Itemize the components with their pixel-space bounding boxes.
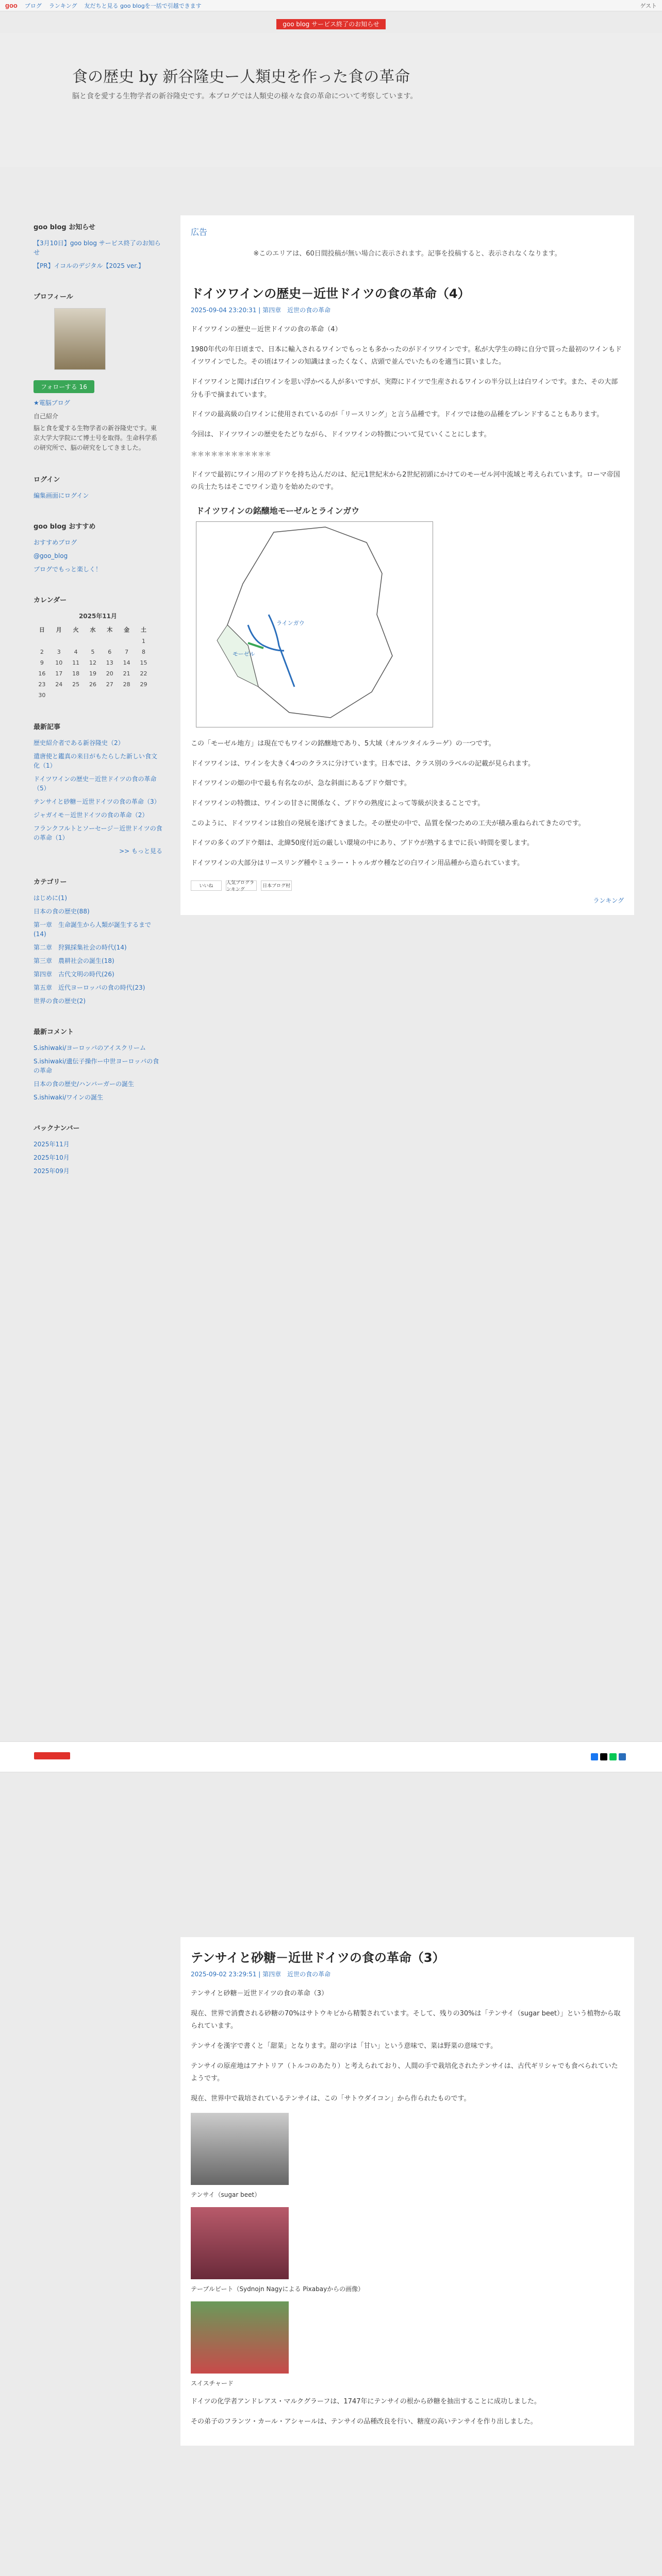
paragraph: テンサイと砂糖－近世ドイツの食の革命（3） [191,1990,328,1997]
blog-header [0,33,662,167]
calendar-day-header: 日 [39,626,45,633]
paragraph: ドイツワインの畑の中で最も有名なのが、急な斜面にあるブドウ畑です。 [191,779,411,788]
calendar-day-header: 水 [90,626,96,633]
profile-link[interactable]: ★電脳ブログ [34,399,70,406]
post-body [191,324,624,494]
post2-body [191,1988,624,2106]
recent-post-link[interactable]: テンサイと砂糖－近世ドイツの食の革命（3） [34,798,160,805]
paragraph: 1980年代の年日頃まで、日本に輸入されるワインでもっとも多かったのがドイツワインです。私が大学生の時に自分で買った最初のワインもドイツワインでした。その頃はワインの知識はまったくなく、店頭で並んでいたものを適当に買いました。 [191,345,622,366]
recent-post-link[interactable]: ドイツワインの歴史－近世ドイツの食の革命（5） [34,775,157,792]
recent-post-link[interactable]: フランクフルトとソーセージ－近世ドイツの食の革命（1） [34,824,162,841]
category-heading: カテゴリー [34,878,67,886]
paragraph: テンサイを漢字で書くと「甜菜」となります。甜の字は「甘い」という意味で、菜は野菜の意味です。 [191,2042,498,2050]
calendar-date[interactable]: 19 [89,670,96,677]
sugar-beet-image [191,2113,289,2185]
recommend-link[interactable]: おすすめブログ [34,538,77,546]
calendar-date[interactable]: 3 [57,648,61,655]
calendar-date[interactable]: 4 [74,648,78,655]
paragraph: 現在、世界で消費される砂糖の70%はサトウキビから精製されています。そして、残りの30%は「テンサイ（sugar beet）」という植物から取られています。 [191,2009,621,2030]
caption: テーブルビート（Sydnojn Nagyによる Pixabayからの画像） [191,2285,365,2293]
profile-image[interactable] [54,308,106,370]
like-button[interactable]: いいね [191,880,222,891]
calendar-date[interactable] [51,690,68,701]
category-link[interactable]: 世界の食の歴史(2) [34,997,86,1005]
info-link[interactable]: 【3月10日】goo blog サービス終了のお知らせ [34,240,161,256]
calendar-day-header: 金 [124,626,130,633]
germany-map [196,521,433,727]
recommend-heading: goo blog おすすめ [34,522,96,531]
calendar-date[interactable]: 21 [123,670,130,677]
paragraph: ドイツワインの特徴は、ワインの甘さに関係なく、ブドウの熟度によって等級が決まることです。 [191,799,485,807]
ad-note: ※このエリアは、60日間投稿が無い場合に表示されます。記事を投稿すると、表示されなくなります。 [253,250,561,258]
post-title[interactable]: ドイツワインの歴史－近世ドイツの食の革命（4） [191,286,470,301]
category-link[interactable]: 第二章 狩猟採集社会の時代(14) [34,943,127,951]
calendar-date[interactable] [85,636,102,647]
second-article [180,1937,634,2446]
recommend-link[interactable]: @goo_blog [34,552,68,560]
follow-button[interactable]: フォローする 16 [34,380,94,393]
calendar-date[interactable] [85,690,102,701]
calendar-date[interactable]: 28 [123,681,130,688]
table-beet-image [191,2207,289,2279]
paragraph: ドイツワインと聞けば白ワインを思い浮かべる人が多いですが、実際にドイツで生産されるワインの半分以上は白ワインです。また、その大部分も手で摘まれています。 [191,378,618,399]
calendar-date[interactable]: 2 [40,648,44,655]
comment-heading: 最新コメント [34,1028,74,1036]
recent-heading: 最新記事 [34,723,61,731]
post-body-continued [191,738,624,870]
paragraph: この「モーゼル地方」は現在でもワインの銘醸地であり、5大域（オルツタイルラーゲ）の一つです。 [191,739,495,748]
nav-ranking[interactable]: ランキング [48,2,77,9]
calendar-date[interactable]: 5 [91,648,95,655]
line-icon[interactable] [609,1753,617,1760]
backnumber-link[interactable]: 2025年09月 [34,1167,70,1175]
paragraph: 今回は、ドイツワインの歴史をたどりながら、ドイツワインの特徴について見ていくことにします。 [191,431,491,439]
recommend-link[interactable]: ブログでもっと楽しく！ [34,565,102,573]
paragraph: その弟子のフランツ・カール・アシャールは、テンサイの品種改良を行い、糖度の高いテンサイを作り出しました。 [191,2417,537,2426]
post2-meta[interactable]: 2025-09-02 23:29:51 | 第四章 近世の食の革命 [191,1971,331,1978]
swiss-chard-image [191,2301,289,2374]
paragraph: ドイツの最高級の白ワインに使用されているのが「リースリング」と言う品種です。ドイツでは他の品種をブレンドすることもあります。 [191,411,604,419]
calendar-date[interactable]: 26 [89,681,96,688]
germany-outline [227,527,392,718]
calendar-date[interactable]: 27 [106,681,113,688]
calendar-date[interactable]: 20 [106,670,113,677]
calendar-date[interactable]: 24 [55,681,63,688]
goo-badge[interactable] [34,1752,70,1759]
calendar-date[interactable]: 11 [72,659,80,666]
calendar-date[interactable]: 25 [72,681,80,688]
calendar-date[interactable]: 10 [55,659,63,666]
paragraph: テンサイの原産地はアナトリア（トルコのあたり）と考えられており、人間の手で栽培化されたテンサイは、古代ギリシャでも食べられていたようです。 [191,2062,618,2083]
comment-link[interactable]: S.ishiwaki/ヨーロッパのアイスクリーム [34,1044,146,1052]
calendar-date[interactable]: 14 [123,659,130,666]
calendar-day-header: 土 [141,626,147,633]
paragraph: ドイツの多くのブドウ畑は、北緯50度付近の厳しい環境の中にあり、ブドウが熟するまでに長い時間を要します。 [191,839,534,848]
login-heading: ログイン [34,476,60,484]
share-band [0,1741,662,1772]
comment-link[interactable]: S.ishiwaki/ワインの誕生 [34,1093,104,1101]
calendar-date[interactable] [34,636,51,647]
info-link[interactable]: 【PR】イコルのデジタル【2025 ver.】 [34,262,144,269]
blogmura-button[interactable]: 日本ブログ村 [261,880,292,891]
category-link[interactable]: 第三章 農耕社会の誕生(18) [34,957,114,964]
recent-more-link[interactable]: >> もっと見る [119,847,162,855]
caption: テンサイ（sugar beet） [191,2191,261,2198]
paragraph: ドイツの化学者アンドレアス・マルクグラーフは、1747年にテンサイの根から砂糖を抽出することに成功しました。 [191,2397,541,2405]
social-icons [591,1753,626,1760]
backnumber-link[interactable]: 2025年10月 [34,1154,70,1161]
post2-body-end [191,2396,624,2428]
calendar-date[interactable] [101,636,118,647]
calendar-date[interactable]: 29 [140,681,147,688]
login-link[interactable]: 編集画面にログイン [34,492,89,499]
calendar-day-header: 木 [107,626,113,633]
post2-title[interactable]: テンサイと砂糖－近世ドイツの食の革命（3） [191,1951,445,1965]
calendar-title: 2025年11月 [78,612,118,620]
calendar [34,623,152,701]
calendar-date[interactable] [68,690,85,701]
calendar-date[interactable]: 23 [38,681,46,688]
caption: スイスチャード [191,2379,234,2387]
calendar-date[interactable] [135,690,152,701]
category-link[interactable]: はじめに(1) [34,894,67,902]
post-meta[interactable]: 2025-09-04 23:20:31 | 第四章 近世の食の革命 [191,307,331,314]
map-label-mosel: モーゼル [233,650,255,657]
category-link[interactable]: 第五章 近代ヨーロッパの食の時代(23) [34,984,145,991]
calendar-date[interactable]: 17 [55,670,63,677]
recent-post-link[interactable]: ジャガイモ－近世ドイツの食の革命（2） [34,811,148,819]
calendar-heading: カレンダー [34,596,67,604]
backnumber-heading: バックナンバー [34,1124,80,1132]
guest-label: ゲスト [640,2,657,9]
backnumber-link[interactable]: 2025年11月 [34,1140,70,1148]
paragraph: 現在、世界中で栽培されているテンサイは、この「サトウダイコン」から作られたものです。 [191,2095,471,2103]
share-buttons [191,880,624,891]
paragraph: このように、ドイツワインは独自の発展を遂げてきました。その歴史の中で、品質を保つための工夫が積み重ねられてきたのです。 [191,819,585,827]
top-nav-bar [0,0,662,11]
germany-map-svg [196,522,433,727]
category-link[interactable]: 第四章 古代文明の時代(26) [34,970,114,978]
hatena-icon[interactable] [619,1753,626,1760]
info-heading: goo blog お知らせ [34,224,95,231]
comment-link[interactable]: 日本の食の歴史/ハンバーガーの誕生 [34,1080,134,1088]
calendar-date[interactable] [68,636,85,647]
blog-description: 脳と食を愛する生物学者の新谷隆史です。本ブログでは人類史の様々な食の革命について考察しています。 [72,92,418,100]
blog-title[interactable]: 食の歴史 by 新谷隆史ー人類史を作った食の革命 [72,68,410,86]
calendar-date[interactable]: 9 [40,659,44,666]
recent-post-link[interactable]: 遣唐使と鑑真の来日がもたらした新しい食文化（1） [34,752,158,769]
calendar-day-header: 火 [73,626,79,633]
calendar-date[interactable]: 15 [140,659,147,666]
comment-link[interactable]: S.ishiwaki/遺伝子操作ー中世ヨーロッパの食の革命 [34,1057,159,1074]
calendar-date[interactable]: 7 [125,648,129,655]
sidebar [34,222,162,1180]
paragraph: ドイツワインは、ワインを大きく4つのクラスに分けています。日本では、クラス別のラベルの記載が見られます。 [191,759,535,768]
service-notice[interactable]: goo blog サービス終了のお知らせ [0,20,662,28]
recent-post-link[interactable]: 歴史紹介者である新谷隆史（2） [34,739,124,747]
calendar-date[interactable]: 18 [72,670,80,677]
calendar-date[interactable]: 13 [106,659,113,666]
calendar-date[interactable]: 1 [142,637,146,645]
ranking-link[interactable]: ランキング [593,896,624,904]
calendar-date[interactable] [118,636,135,647]
calendar-date[interactable] [118,690,135,701]
ranking-button[interactable]: 人気ブログランキング [226,880,257,891]
calendar-day-header: 月 [56,626,62,633]
category-link[interactable]: 日本の食の歴史(88) [34,907,90,915]
nav-blog[interactable]: ブログ [24,2,42,9]
calendar-date[interactable]: 30 [38,691,46,699]
map-label-rheingau: ラインガウ [276,619,305,626]
profile-subheading: 自己紹介 [34,413,59,420]
ad-label: 広告 [191,227,208,237]
paragraph: ドイツワインの歴史－近世ドイツの食の革命（4） [191,326,342,333]
goo-logo[interactable]: goo [5,2,18,9]
calendar-date[interactable]: 16 [38,670,46,677]
calendar-date[interactable]: 22 [140,670,147,677]
facebook-icon[interactable] [591,1753,598,1760]
calendar-date[interactable]: 6 [108,648,112,655]
map-title: ドイツワインの銘醸地モーゼルとラインガウ [196,505,360,516]
calendar-date[interactable]: 12 [89,659,96,666]
profile-text: 脳と食を愛する生物学者の新谷隆史です。東京大学大学院にて博士号を取得。生命科学系の研究所で、脳の研究をしてきました。 [34,425,158,452]
calendar-date[interactable]: 8 [142,648,146,655]
profile-heading: プロフィール [34,293,73,301]
paragraph: ドイツワインの大部分はリースリング種やミュラー・トゥルガウ種などの白ワイン用品種から造られています。 [191,859,524,867]
x-icon[interactable] [600,1753,607,1760]
calendar-date[interactable] [51,636,68,647]
paragraph: ドイツで最初にワイン用のブドウを持ち込んだのは、紀元1世紀末から2世紀初頭にかけてのモーゼル河中流域と考えられています。ローマ帝国の兵士たちはそこでワイン造りを始めたのです。 [191,470,620,492]
paragraph: ＊＊＊＊＊＊＊＊＊＊＊＊ [191,450,272,459]
category-link[interactable]: 第一章 生命誕生から人類が誕生するまで(14) [34,921,152,938]
calendar-date[interactable] [101,690,118,701]
nav-info[interactable]: 友だちと見る goo blogを一括で引越できます [84,2,202,9]
main-article [180,215,634,915]
